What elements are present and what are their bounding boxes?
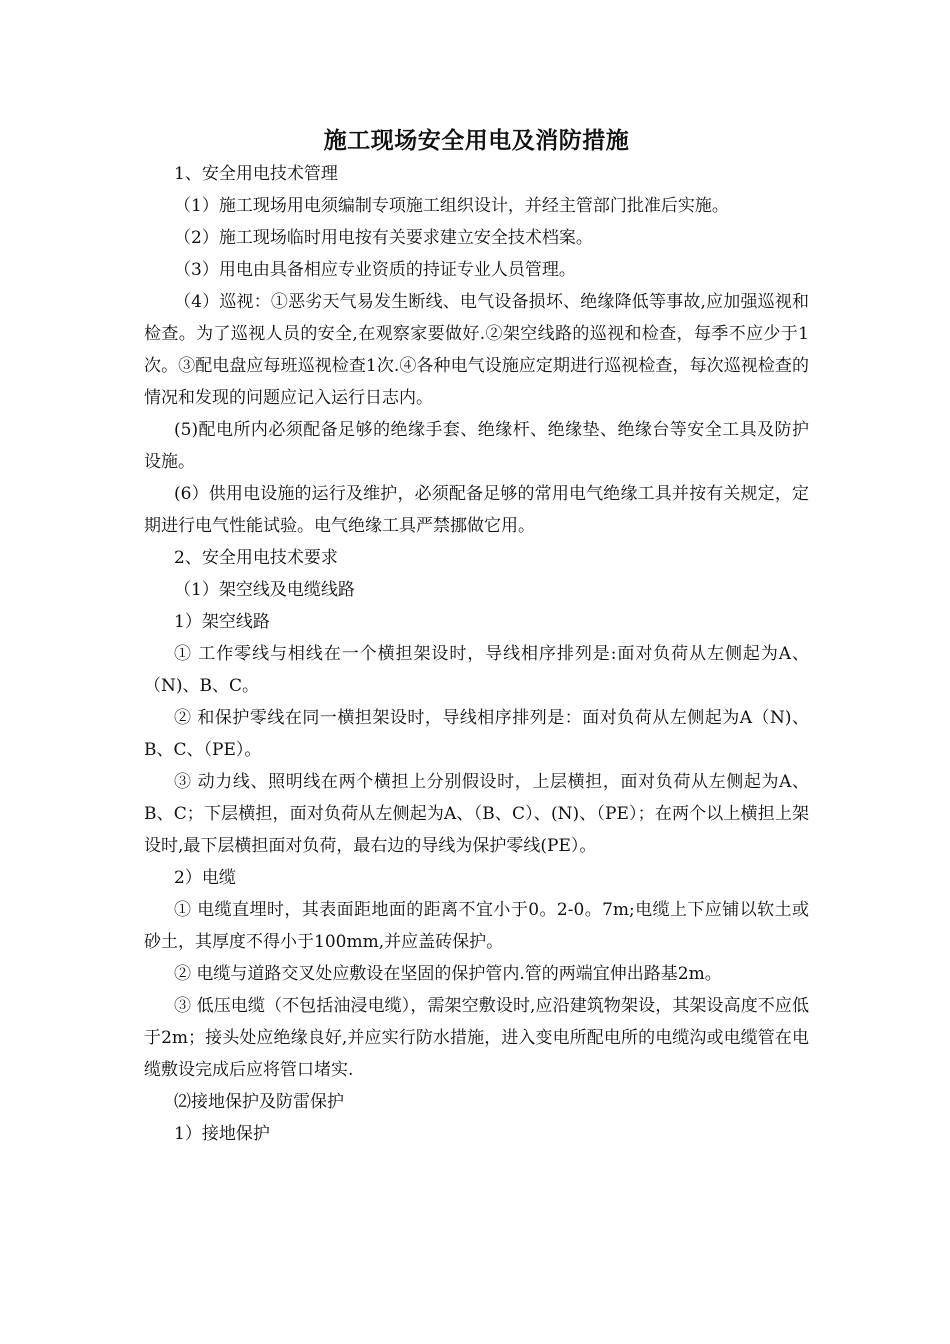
paragraph: ② 和保护零线在同一横担架设时，导线相序排列是：面对负荷从左侧起为A（N)、B、C、（PE）。 (144, 708, 809, 760)
subsection-heading: 2）电缆 (174, 868, 236, 888)
paragraph: (5)配电所内必须配备足够的绝缘手套、绝缘杆、绝缘垫、绝缘台等安全工具及防护设施。 (144, 420, 809, 472)
paragraph: ① 工作零线与相线在一个横担架设时，导线相序排列是:面对负荷从左侧起为A、（N)、B、C。 (144, 644, 809, 696)
document-title: 施工现场安全用电及消防措施 (323, 127, 630, 154)
paragraph: （4）巡视：①恶劣天气易发生断线、电气设备损坏、绝缘降低等事故,应加强巡视和检查。为了巡视人员的安全,在观察家要做好.②架空线路的巡视和检查，每季不应少于1次。③配电盘应每班巡视检查1次.④各种电气设施应定期进行巡视检查，每次巡视检查的情况和发现的问题应记入运行日志内。 (144, 292, 809, 408)
paragraph: ① 电缆直埋时，其表面距地面的距离不宜小于0。2-0。7m;电缆上下应铺以软土或砂土，其厚度不得小于100mm,并应盖砖保护。 (144, 900, 809, 952)
paragraph: ③ 动力线、照明线在两个横担上分别假设时，上层横担，面对负荷从左侧起为A、B、C；下层横担，面对负荷从左侧起为A、（B、C）、(N)、（PE）；在两个以上横担上架设时,最下层横担面对负荷，最右边的导线为保护零线(PE）。 (144, 772, 809, 856)
subsection-heading: 1）架空线路 (174, 612, 270, 632)
section-heading: 1、安全用电技术管理 (174, 164, 338, 184)
subsection-heading: （1）架空线及电缆线路 (174, 580, 355, 600)
subsection-heading: ⑵接地保护及防雷保护 (174, 1092, 344, 1112)
subsection-heading: 1）接地保护 (174, 1124, 270, 1144)
paragraph: ② 电缆与道路交叉处应敷设在坚固的保护管内.管的两端宜伸出路基2m。 (174, 964, 722, 984)
document-page (144, 126, 809, 1150)
section-heading: 2、安全用电技术要求 (174, 548, 338, 568)
paragraph: （2）施工现场临时用电按有关要求建立安全技术档案。 (174, 228, 593, 248)
paragraph: ③ 低压电缆（不包括油浸电缆），需架空敷设时,应沿建筑物架设，其架设高度不应低于2m；接头处应绝缘良好,并应实行防水措施，进入变电所配电所的电缆沟或电缆管在电缆敷设完成后应将管口堵实. (144, 996, 809, 1080)
paragraph: （1）施工现场用电须编制专项施工组织设计，并经主管部门批准后实施。 (174, 196, 729, 216)
paragraph: (6）供用电设施的运行及维护，必须配备足够的常用电气绝缘工具并按有关规定，定期进行电气性能试验。电气绝缘工具严禁挪做它用。 (144, 484, 809, 536)
paragraph: （3）用电由具备相应专业资质的持证专业人员管理。 (174, 260, 576, 280)
